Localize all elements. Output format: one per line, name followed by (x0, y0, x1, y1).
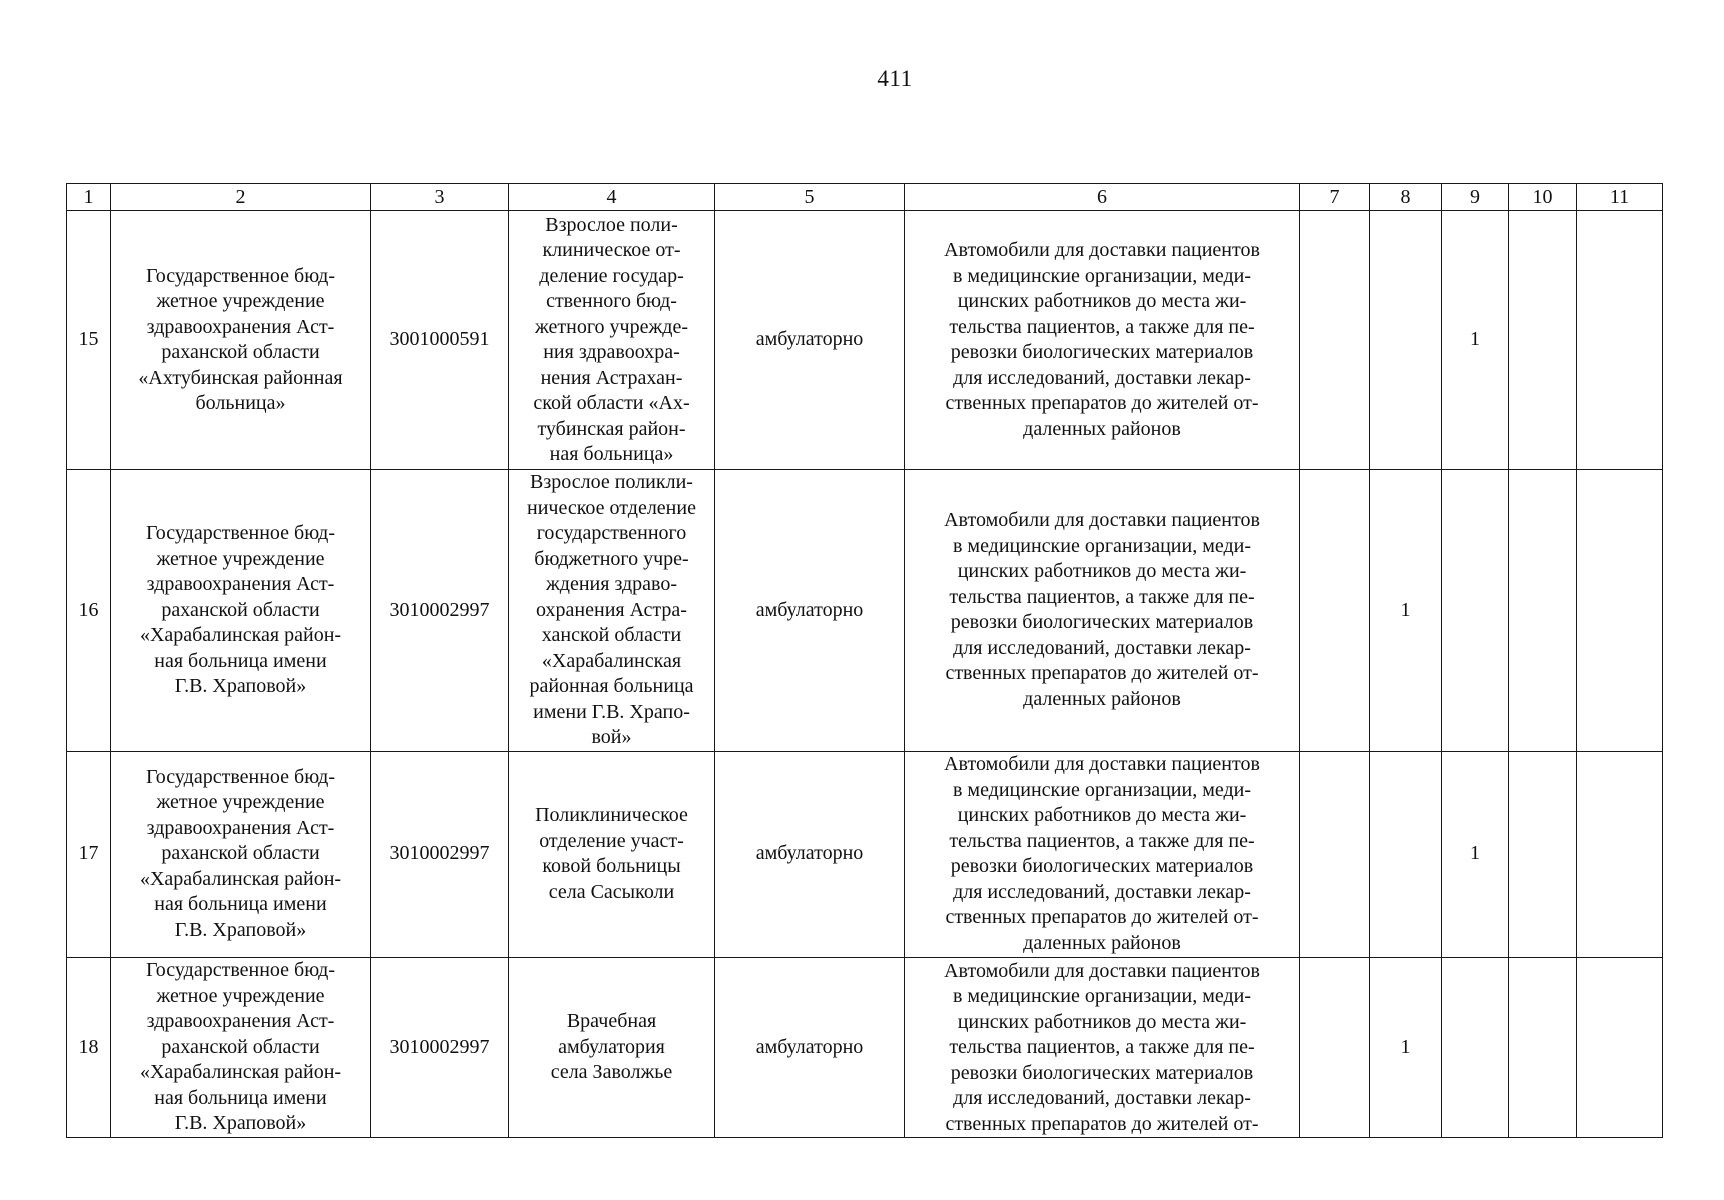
column-header-5: 5 (715, 184, 905, 211)
department-name: Врачебная амбулатория села Заволжье (509, 957, 715, 1138)
column-header-2: 2 (111, 184, 371, 211)
care-condition: амбулаторно (715, 957, 905, 1138)
institution-code: 3010002997 (371, 470, 509, 752)
table-row (67, 211, 1663, 470)
cell-col-10 (1509, 470, 1577, 752)
institution-name: Государственное бюд- жетное учреждение здравоохранения Аст- раханской области «Ахтубинская районная больница» (111, 211, 371, 470)
row-number: 18 (67, 957, 111, 1138)
cell-col-7 (1300, 957, 1370, 1138)
cell-col-9 (1442, 470, 1509, 752)
table-row (67, 957, 1663, 1138)
cell-col-10 (1509, 957, 1577, 1138)
row-number: 16 (67, 470, 111, 752)
cell-col-8: 1 (1370, 957, 1442, 1138)
column-header-11: 11 (1577, 184, 1663, 211)
data-table (66, 183, 1663, 1138)
care-condition: амбулаторно (715, 751, 905, 957)
column-header-1: 1 (67, 184, 111, 211)
cell-col-7 (1300, 751, 1370, 957)
institution-name: Государственное бюд- жетное учреждение здравоохранения Аст- раханской области «Харабалинская район- ная больница имени Г.В. Храповой» (111, 957, 371, 1138)
column-header-10: 10 (1509, 184, 1577, 211)
cell-col-10 (1509, 211, 1577, 470)
cell-col-11 (1577, 211, 1663, 470)
institution-code: 3001000591 (371, 211, 509, 470)
cell-col-9 (1442, 957, 1509, 1138)
page-number: 411 (877, 66, 913, 91)
care-condition: амбулаторно (715, 211, 905, 470)
department-name: Поликлиническое отделение участ- ковой больницы села Сасыколи (509, 751, 715, 957)
cell-col-11 (1577, 751, 1663, 957)
department-name: Взрослое поли- клиническое от- деление государ- ственного бюд- жетного учрежде- ния здравоохра- нения Астрахан- ской области «Ах- тубинская район- ная больница» (509, 211, 715, 470)
column-header-9: 9 (1442, 184, 1509, 211)
vehicle-purpose: Автомобили для доставки пациентов в медицинские организации, меди- цинских работников до места жи- тельства пациентов, а также для пе- ревозки биологических материалов для исследований, доставки лекар- ственных препаратов до жителей от- (905, 957, 1300, 1138)
cell-col-9: 1 (1442, 211, 1509, 470)
cell-col-8 (1370, 211, 1442, 470)
department-name: Взрослое поликли- ническое отделение государственного бюджетного учре- ждения здраво- охранения Астра- ханской области «Харабалинская районная больница имени Г.В. Храпо- вой» (509, 470, 715, 752)
institution-code: 3010002997 (371, 957, 509, 1138)
cell-col-11 (1577, 957, 1663, 1138)
institution-code: 3010002997 (371, 751, 509, 957)
institution-name: Государственное бюд- жетное учреждение здравоохранения Аст- раханской области «Харабалинская район- ная больница имени Г.В. Храповой» (111, 470, 371, 752)
column-header-6: 6 (905, 184, 1300, 211)
institution-name: Государственное бюд- жетное учреждение здравоохранения Аст- раханской области «Харабалинская район- ная больница имени Г.В. Храповой» (111, 751, 371, 957)
row-number: 15 (67, 211, 111, 470)
column-header-8: 8 (1370, 184, 1442, 211)
cell-col-11 (1577, 470, 1663, 752)
vehicle-purpose: Автомобили для доставки пациентов в медицинские организации, меди- цинских работников до места жи- тельства пациентов, а также для пе- ревозки биологических материалов для исследований, доставки лекар- ственных препаратов до жителей от- даленных районов (905, 211, 1300, 470)
vehicle-purpose: Автомобили для доставки пациентов в медицинские организации, меди- цинских работников до места жи- тельства пациентов, а также для пе- ревозки биологических материалов для исследований, доставки лекар- ственных препаратов до жителей от- даленных районов (905, 470, 1300, 752)
cell-col-8: 1 (1370, 470, 1442, 752)
cell-col-8 (1370, 751, 1442, 957)
column-number-row (67, 184, 1663, 211)
row-number: 17 (67, 751, 111, 957)
column-header-3: 3 (371, 184, 509, 211)
cell-col-10 (1509, 751, 1577, 957)
cell-col-7 (1300, 211, 1370, 470)
table-row (67, 470, 1663, 752)
column-header-4: 4 (509, 184, 715, 211)
cell-col-9: 1 (1442, 751, 1509, 957)
column-header-7: 7 (1300, 184, 1370, 211)
table-row (67, 751, 1663, 957)
care-condition: амбулаторно (715, 470, 905, 752)
vehicle-purpose: Автомобили для доставки пациентов в медицинские организации, меди- цинских работников до места жи- тельства пациентов, а также для пе- ревозки биологических материалов для исследований, доставки лекар- ственных препаратов до жителей от- даленных районов (905, 751, 1300, 957)
cell-col-7 (1300, 470, 1370, 752)
